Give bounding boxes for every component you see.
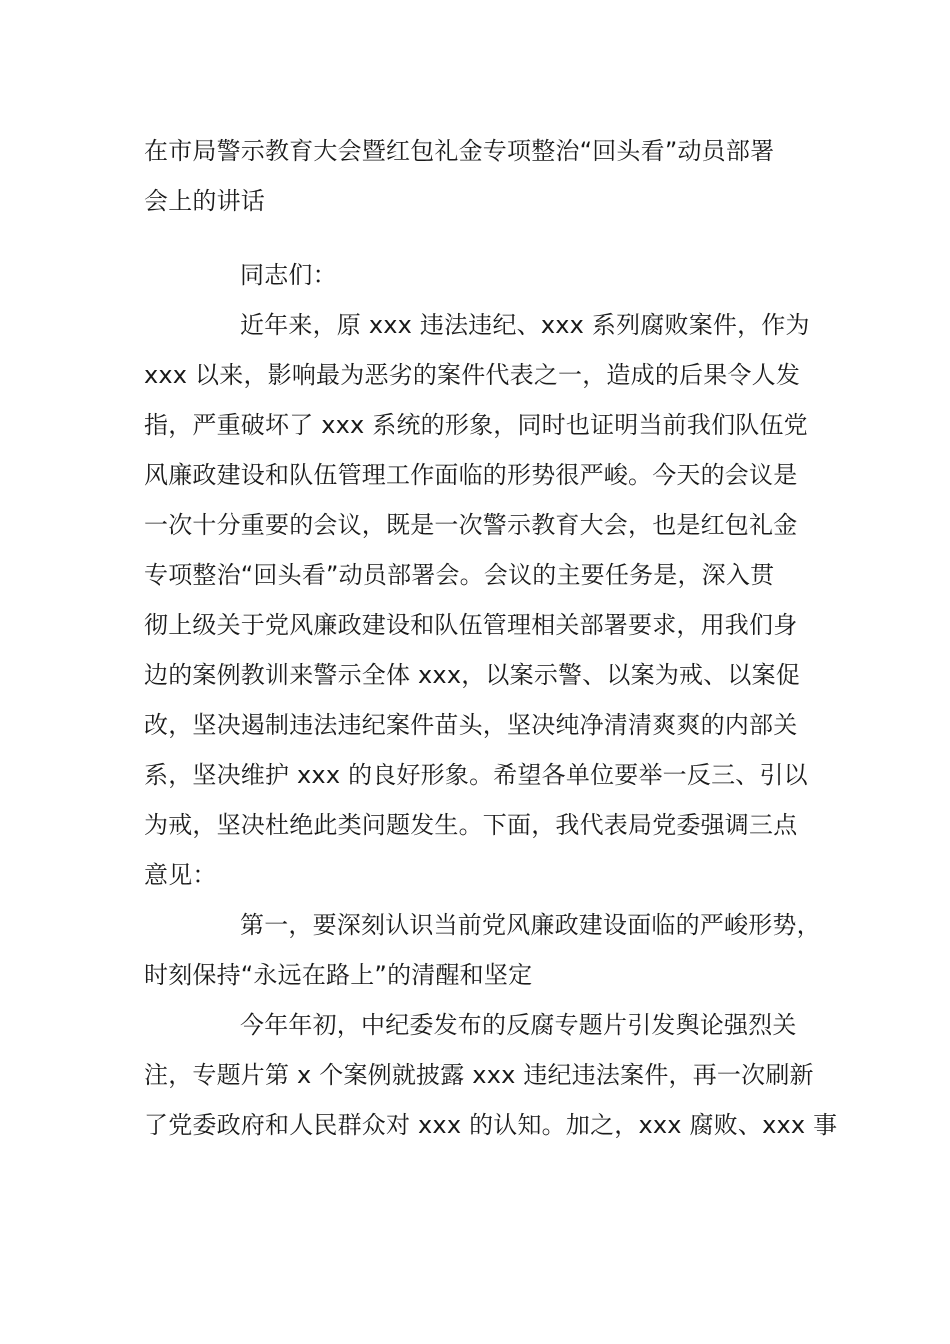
paragraph-line: 意见：: [144, 861, 217, 889]
paragraph-line: 风廉政建设和队伍管理工作面临的形势很严峻。今天的会议是: [144, 461, 798, 489]
paragraph-line: 为戒，坚决杜绝此类问题发生。下面，我代表局党委强调三点: [144, 811, 798, 839]
title-line: 会上的讲话: [144, 187, 265, 215]
paragraph-2: [144, 1000, 838, 1150]
paragraph-line: 近年来，原 xxx 违法违纪、xxx 系列腐败案件，作为: [240, 311, 810, 339]
paragraph-line: 彻上级关于党风廉政建设和队伍管理相关部署要求，用我们身: [144, 611, 798, 639]
paragraph-line: 一次十分重要的会议，既是一次警示教育大会，也是红包礼金: [144, 511, 798, 539]
paragraph-line: 系，坚决维护 xxx 的良好形象。希望各单位要举一反三、引以: [144, 761, 808, 789]
paragraph-line: 注，专题片第 x 个案例就披露 xxx 违纪违法案件，再一次刷新: [144, 1061, 814, 1089]
greeting: 同志们：: [240, 261, 337, 289]
document-title: [144, 126, 806, 226]
paragraph-line: 了党委政府和人民群众对 xxx 的认知。加之，xxx 腐败、xxx 事: [144, 1111, 838, 1139]
paragraph-line: 专项整治“回头看”动员部署会。会议的主要任务是，深入贯: [144, 561, 775, 589]
section-heading-1: [144, 900, 821, 1000]
section-heading-line: 时刻保持“永远在路上”的清醒和坚定: [144, 961, 533, 989]
paragraph-line: 边的案例教训来警示全体 xxx，以案示警、以案为戒、以案促: [144, 661, 801, 689]
paragraph-line: 今年年初，中纪委发布的反腐专题片引发舆论强烈关: [240, 1011, 797, 1039]
paragraph-line: 改，坚决遏制违法违纪案件苗头，坚决纯净清清爽爽的内部关: [144, 711, 798, 739]
title-spacer: [144, 226, 806, 250]
document-body: [144, 126, 838, 1150]
section-heading-line: 第一，要深刻认识当前党风廉政建设面临的严峻形势，: [240, 911, 821, 939]
paragraph-1: [144, 300, 810, 900]
paragraph-line: 指，严重破坏了 xxx 系统的形象，同时也证明当前我们队伍党: [144, 411, 808, 439]
paragraph-line: xxx 以来，影响最为恶劣的案件代表之一，造成的后果令人发: [144, 361, 801, 389]
title-line: 在市局警示教育大会暨红包礼金专项整治“回头看”动员部署: [144, 137, 775, 165]
